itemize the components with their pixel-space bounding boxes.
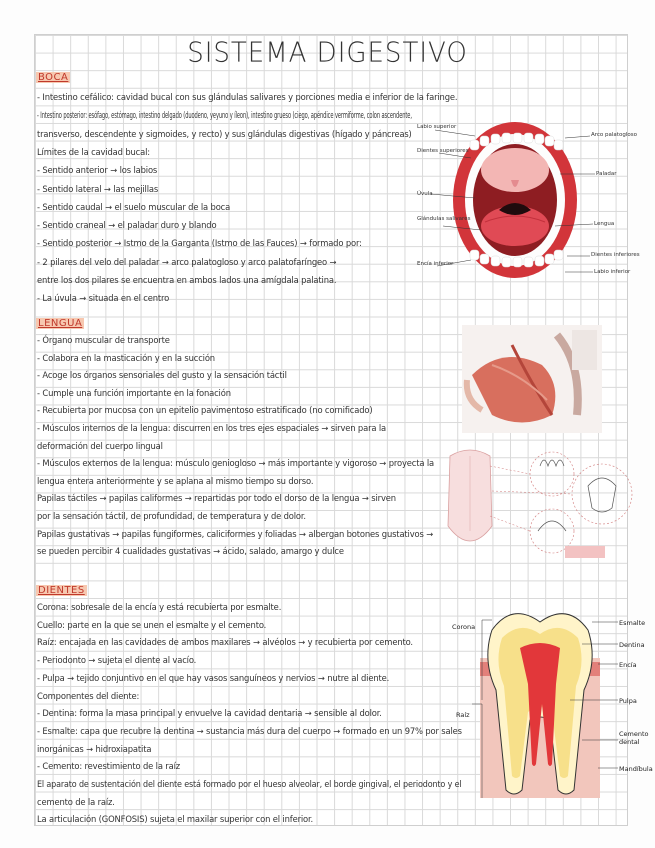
tongue-papillae-drawing — [440, 436, 635, 564]
label-esmalte: Esmalte — [619, 619, 646, 627]
label-encia-inferior: Encía inferior — [417, 261, 454, 267]
lengua-line: - Músculos internos de la lengua: discurren en los tres ejes espaciales → sirven para la — [37, 423, 387, 433]
label-dientes-superiores: Dientes superiores — [417, 148, 469, 154]
label-dientes-inferiores: Dientes inferiores — [591, 252, 640, 258]
label-uvula: Úvula — [417, 191, 433, 197]
lengua-line: se pueden percibir 4 cualidades gustativas → ácido, salado, amargo y dulce — [37, 546, 344, 557]
label-arco: Arco palatogloso — [591, 132, 637, 138]
tongue-papillae-illustration — [440, 436, 635, 564]
section-heading-dientes: DIENTES — [38, 585, 85, 596]
label-dentina: Dentina — [619, 641, 645, 649]
lengua-line: - Cumple una función importante en la fonación — [37, 387, 231, 398]
lengua-line: por la sensación táctil, de profundidad, de temperatura y de dolor. — [37, 511, 306, 521]
dientes-line: Corona: sobresale de la encía y está recubierta por esmalte. — [37, 602, 282, 612]
dientes-line: cemento de la raíz. — [37, 796, 115, 807]
label-encia: Encía — [619, 661, 637, 669]
label-mandibula: Mandíbula — [619, 765, 653, 773]
section-heading-boca: BOCA — [38, 72, 69, 83]
dientes-line: - Esmalte: capa que recubre la dentina → sustancia más dura del cuerpo → formado en un 97% por sales — [37, 725, 462, 736]
boca-line: - La úvula → situada en el centro — [37, 293, 170, 304]
label-pulpa: Pulpa — [619, 697, 637, 705]
lengua-line: Papilas táctiles → papilas califormes → repartidas por todo el dorso de la lengua → sirven — [37, 493, 396, 504]
mouth-illustration — [415, 118, 640, 288]
label-raiz: Raíz — [456, 711, 470, 719]
label-lengua: Lengua — [594, 221, 615, 227]
dientes-line: Raíz: encajada en las cavidades de ambos maxilares → alvéolos → y recubierta por cemento. — [37, 637, 413, 648]
boca-line: - Sentido posterior → Istmo de la Garganta (Istmo de las Fauces) → formado por: — [37, 238, 362, 249]
label-cemento: Cemento dental — [619, 730, 649, 746]
lengua-line: - Músculos externos de la lengua: músculo geniogloso → más importante y vigoroso → proyecta la — [37, 458, 434, 469]
dientes-line: Cuello: parte en la que se unen el esmalte y el cemento. — [37, 619, 267, 630]
lengua-line: Papilas gustativas → papilas fungiformes, caliciformes y foliadas → albergan botones gustativos → — [37, 528, 434, 539]
label-labio-superior: Labio superior — [417, 124, 457, 130]
lengua-line: - Acoge los órganos sensoriales del gusto y la sensación táctil — [37, 370, 287, 381]
label-labio-inferior: Labio inferior — [594, 269, 631, 275]
section-heading-lengua: LENGUA — [38, 318, 83, 329]
boca-line: - Intestino cefálico: cavidad bucal con sus glándulas salivares y porciones media e inferior de la faringe. — [37, 92, 458, 102]
dientes-line: Componentes del diente: — [37, 690, 140, 701]
lengua-line: - Recubierta por mucosa con un epitelio pavimentoso estratificado (no cornificado) — [37, 405, 373, 416]
page-title: SISTEMA DIGESTIVO — [187, 37, 468, 69]
dientes-line: inorgánicas → hidroxiapatita — [37, 743, 152, 754]
dientes-line: - Cemento: revestimiento de la raíz — [37, 761, 181, 772]
dientes-line: El aparato de sustentación del diente está formado por el hueso alveolar, el borde gingival, el periodonto y el — [37, 779, 462, 789]
boca-line: entre los dos pilares se encuentra en ambos lados una amígdala palatina. — [37, 275, 337, 285]
label-corona: Corona — [452, 623, 476, 631]
label-glandulas: Glándulas salivares — [417, 216, 471, 222]
tooth-illustration — [452, 600, 652, 800]
boca-line: transverso, descendente y sigmoides, y recto) y sus glándulas digestivas (hígado y páncreas) — [37, 128, 412, 139]
dientes-line: - Pulpa → tejido conjuntivo en el que hay vasos sanguíneos y nervios → nutre al diente. — [37, 672, 390, 683]
lengua-line: - Órgano muscular de transporte — [37, 335, 170, 345]
boca-line: - Sentido caudal → el suelo muscular de la boca — [37, 201, 231, 212]
lengua-line: - Colabora en la masticación y en la succión — [37, 352, 215, 363]
tongue-muscle-drawing — [462, 325, 602, 433]
boca-line: - Sentido anterior → los labios — [37, 165, 158, 176]
boca-line: - Intestino posterior: esófago, estómago, intestino delgado (duodeno, yeyuno y íleon), intestino grueso (ciego, apéndice vermiforme, colon ascendente, — [37, 110, 412, 121]
lengua-line: lengua entera anteriormente y se aplana al mismo tiempo su dorso. — [37, 475, 314, 486]
boca-line: - Sentido lateral → las mejillas — [37, 183, 159, 194]
dientes-line: - Dentina: forma la masa principal y envuelve la cavidad dentaria → sensible al dolor. — [37, 708, 382, 719]
dientes-line: La articulación (GONFOSIS) sujeta el maxilar superior con el inferior. — [37, 814, 314, 825]
dientes-line: - Periodonto → sujeta el diente al vacío. — [37, 655, 197, 666]
boca-line: - Sentido craneal → el paladar duro y blando — [37, 220, 217, 231]
tongue-muscle-illustration — [462, 325, 602, 433]
lengua-line: deformación del cuerpo lingual — [37, 440, 163, 451]
label-paladar: Paladar — [596, 171, 617, 177]
boca-line: Límites de la cavidad bucal: — [37, 146, 150, 157]
boca-line: - 2 pilares del velo del paladar → arco palatogloso y arco palatofaríngeo → — [37, 256, 337, 267]
